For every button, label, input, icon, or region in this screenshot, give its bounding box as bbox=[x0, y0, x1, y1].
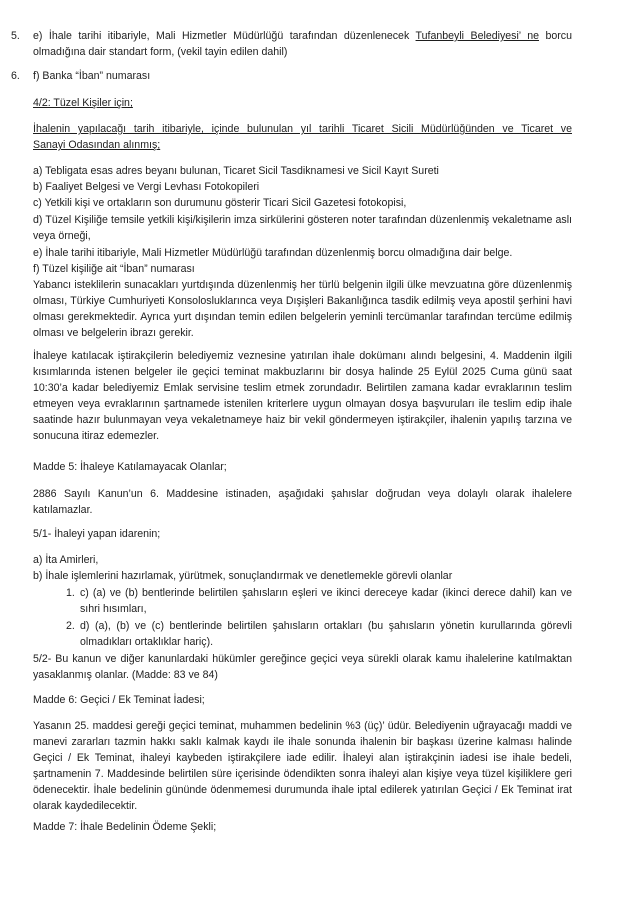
item-number: 5. bbox=[11, 30, 20, 42]
submission-paragraph: İhaleye katılacak iştirakçilerin belediyemiz veznesine yatırılan ihale dokümanı alındı belgesini, 4. Maddenin ilgili kısımlarında istenen belgeler ile geçici teminat makbuzlarını bir dosya halinde 25 Eylül 2025 Cuma günü saat 10:30’a kadar belediyemiz Emlak servisine teslim etmek zorundadır. Belirtilen zamana kadar evraklarının teslim etmeyen veya evraklarının şartnamede istenilen kriterlere uygun olmayan dosya başvuruları ile teslim edip ihale saatinde hazır bulunmayan veya vekaletnameye haiz bir vekil göndermeyen iştirakçiler, ihalenin yapılış tarzına ve sonucuna itiraz edemezler. bbox=[33, 350, 572, 442]
madde-5-2: 5/2- Bu kanun ve diğer kanunlardaki hükümler gereğince geçici veya sürekli olarak kamu ihalelerine katılmaktan yasaklanmış olanlar. (Madde: 83 ve 84) bbox=[33, 653, 572, 681]
item-number: 2. bbox=[66, 620, 75, 632]
madde-5-heading: Madde 5: İhaleye Katılamayacak Olanlar; bbox=[33, 461, 227, 473]
madde-5-intro: 2886 Sayılı Kanun’un 6. Maddesine istinaden, aşağıdaki şahıslar doğrudan veya dolaylı olarak ihalelere katılamazlar. bbox=[33, 488, 572, 516]
list-item: e) İhale tarihi itibariyle, Mali Hizmetler Müdürlüğü tarafından düzenlenmiş borcu olmadığına dair belge. bbox=[33, 247, 513, 259]
list-item: a) Tebligata esas adres beyanı bulunan, Ticaret Sicil Tasdiknamesi ve Sicil Kayıt Sureti bbox=[33, 165, 439, 177]
madde-5-numbered-1: 1. c) (a) ve (b) bentlerinde belirtilen şahısların eşleri ve ikinci dereceye kadar (ikinci derece dahil) kan ve sıhri hısımları, bbox=[66, 587, 572, 615]
list-item: a) İta Amirleri, bbox=[33, 554, 99, 566]
madde-7-heading: Madde 7: İhale Bedelinin Ödeme Şekli; bbox=[33, 821, 217, 833]
list-item: f) Tüzel kişiliğe ait “İban” numarası bbox=[33, 263, 195, 275]
item-number: 6. bbox=[11, 70, 20, 82]
list-item: b) İhale işlemlerini hazırlamak, yürütmek, sonuçlandırmak ve denetlemekle görevli olanlar bbox=[33, 570, 453, 582]
municipality-name: Tufanbeyli Belediyesi’ ne bbox=[415, 30, 540, 42]
madde-5-1-heading: 5/1- İhaleyi yapan idarenin; bbox=[33, 528, 161, 540]
list-item: b) Faaliyet Belgesi ve Vergi Levhası Fotokopileri bbox=[33, 181, 260, 193]
item-number: 1. bbox=[66, 587, 75, 599]
list-item: d) Tüzel Kişiliğe temsile yetkili kişi/kişilerin imza sirkülerini gösteren noter tarafından düzenlenmiş vekaletname aslı veya örneği, bbox=[33, 214, 572, 242]
madde-6-paragraph: Yasanın 25. maddesi gereği geçici teminat, muhammen bedelinin %3 (üç)’ üdür. Belediyenin uğrayacağı maddi ve manevi zararları tazmin hakkı saklı kalmak kaydı ile ihale sonunda ihalenin bir başkası üzerine kalması halinde Geçici / Ek Teminat, ihaleyi kaybeden iştirakçilere iade edilir. İhaleyi alan iştirakçinin iadesi ise ihale bedeli, şartnamenin 7. Maddesinde belirtilen süre içerisinde ödendikten sonra ihaleyi alan kişiye veya tüzel kişiliklere geri ödenecektir. İhale bedelinin gününde ödenmemesi durumunda ihale iptal edilerek yatırılan Geçici / Ek Teminat irat olarak kaydedilecektir. bbox=[33, 720, 572, 812]
item-text: e) İhale tarihi itibariyle, Mali Hizmetler Müdürlüğü tarafından düzenlenecek Tufanbeyli Belediyesi’ ne borcu olmadığına dair standart form, (vekil tayin edilen dahil) bbox=[33, 30, 572, 58]
section-4-2-heading: 4/2: Tüzel Kişiler için; bbox=[33, 97, 133, 109]
list-item: c) Yetkili kişi ve ortakların son durumunu gösterir Ticari Sicil Gazetesi fotokopisi, bbox=[33, 197, 407, 209]
foreign-documents-paragraph: Yabancı isteklilerin sunacakları yurtdışında düzenlenmiş her türlü belgenin ilgili ülke mevzuatına göre düzenlenmiş olması, Türkiye Cumhuriyeti Konsolosluklarınca veya Dışişleri Bakanlığınca tasdik edilmiş veya apostil şerhini havi olması gerekmektedir. Ayrıca yurt dışından temin edilen belgelerin yeminli tercümanlar tarafından tercüme edilmiş olması ve belgelerin ibrazı gerekir. bbox=[33, 279, 572, 339]
madde-5-1-items bbox=[33, 552, 572, 584]
numbered-item-6 bbox=[11, 68, 572, 84]
section-4-2-list bbox=[33, 163, 572, 341]
madde-5-numbered-2: 2. d) (a), (b) ve (c) bentlerinde belirtilen şahısların ortakları (bu şahısların yönetin kurullarında görevli olmadıkları ortaklıklar hariç). bbox=[66, 620, 572, 648]
item-text: f) Banka “İban” numarası bbox=[33, 70, 151, 82]
numbered-item-5 bbox=[11, 28, 572, 60]
section-4-2-intro: İhalenin yapılacağı tarih itibariyle, içinde bulunulan yıl tarihli Ticaret Sicili Müdürlüğünden ve Ticaret ve Sanayi Odasından alınmış; bbox=[33, 123, 572, 151]
madde-6-heading: Madde 6: Geçici / Ek Teminat İadesi; bbox=[33, 694, 205, 706]
